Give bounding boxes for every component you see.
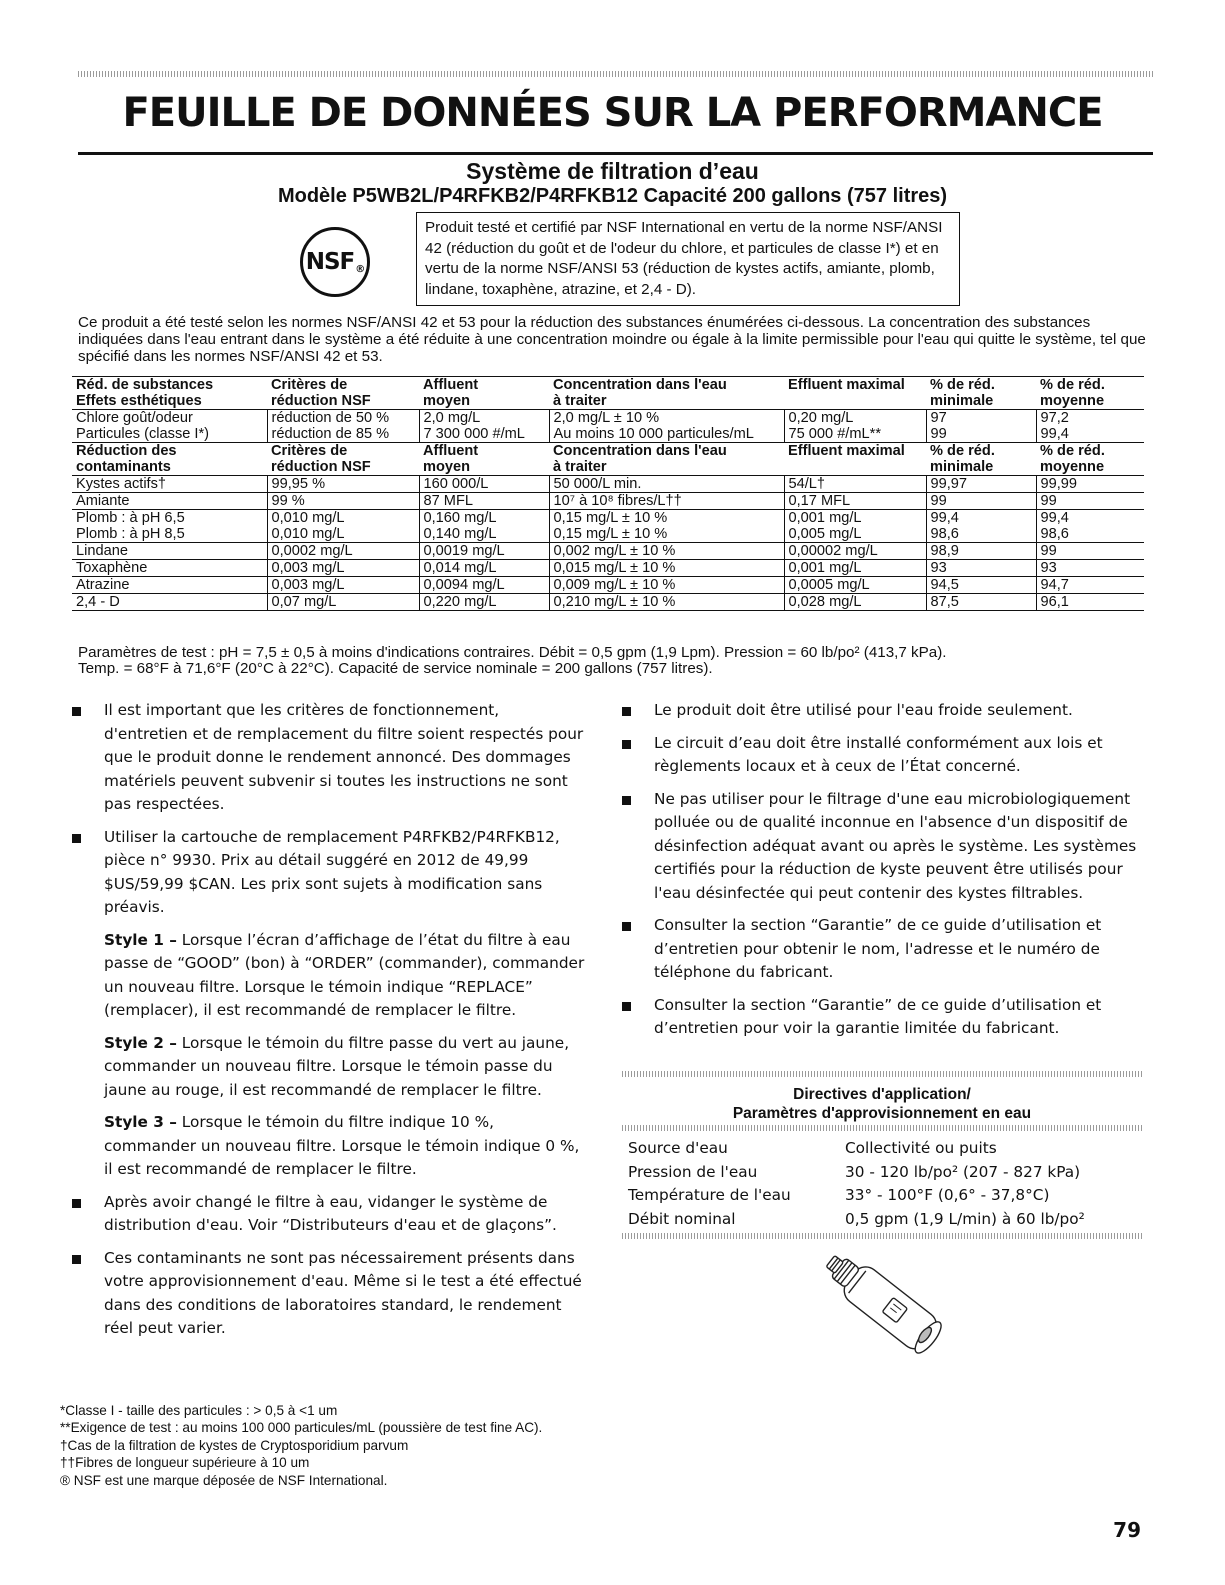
subtitle-model: Modèle P5WB2L/P4RFKB2/P4RFKB12 Capacité 200 gallons (757 litres) (277, 185, 948, 207)
table-cell (72, 560, 267, 577)
table-row (72, 543, 1144, 560)
directives-bottom-rule (622, 1233, 1142, 1239)
table-cell-text: 2,4 - D (76, 594, 120, 610)
table-header-text: Réd. de substances (76, 377, 214, 393)
table-cell-text: 0,220 mg/L (423, 594, 497, 610)
table-header-cell (784, 377, 926, 410)
table-row (72, 476, 1144, 493)
table-cell (267, 560, 419, 577)
table-row (72, 594, 1144, 611)
table-cell-text: 0,0094 mg/L (423, 577, 505, 593)
table-cell-text: 99 (1040, 493, 1057, 509)
table-header-text: moyenne (1040, 459, 1105, 475)
table-cell-text: 2,0 mg/L (423, 410, 481, 426)
table-header-text: Effluent maximal (788, 443, 905, 459)
bullet-square-icon (72, 707, 81, 716)
table-cell-text: 99,99 (1040, 476, 1078, 492)
nsf-logo-text: NSF (305, 249, 355, 275)
directives-row (622, 1161, 1142, 1185)
table-header-text: à traiter (553, 393, 607, 409)
table-cell (1036, 594, 1144, 611)
table-header-text: moyenne (1040, 393, 1105, 409)
table-cell-text: 0,001 mg/L (788, 560, 862, 576)
certification-box: Produit testé et certifié par NSF International en vertu de la norme NSF/ANSI 42 (réduction du goût et de l'odeur du chlore, et particules de classe I*) et en vertu de la norme NSF/ANSI 53 (réduction de kystes actifs, amiante, plomb, lindane, toxaphène, atrazine, et 2,4 - D). (416, 212, 960, 306)
footnotes (60, 1402, 760, 1489)
table-header-text: réduction NSF (271, 393, 371, 409)
bullet-text: Il est important que les critères de fonctionnement, d'entretien et de remplacement du filtre soient respectés pour que le produit donne le rendement annoncé. Des dommages matériels peuvent subvenir si toutes les instructions ne sont pas respectées. (104, 701, 584, 813)
table-cell (72, 510, 267, 543)
table-cell-text: Lindane (76, 543, 128, 559)
table-cell-text: Kystes actifs† (76, 476, 167, 492)
table-cell-text: 0,005 mg/L (788, 526, 862, 542)
style-1-label: Style 1 – (104, 930, 177, 949)
style-3-text: Lorsque le témoin du filtre indique 10 %, commander un nouveau filtre. Lorsque le témoin indique 0 %, il est recommandé de remplacer le filtre. (104, 1113, 580, 1178)
table-cell (784, 560, 926, 577)
table-cell (784, 410, 926, 443)
table-cell (72, 543, 267, 560)
directives-table (622, 1137, 1142, 1231)
style-2-text: Lorsque le témoin du filtre passe du vert au jaune, commander un nouveau filtre. Lorsque le témoin passe du jaune au rouge, il est recommandé de remplacer le filtre. (104, 1033, 570, 1099)
table-cell (1036, 410, 1144, 443)
table-cell (784, 543, 926, 560)
bullet-text: Consulter la section “Garantie” de ce guide d’utilisation et d’entretien pour voir la garantie limitée du fabricant. (654, 995, 1102, 1037)
table-cell-text: 0,15 mg/L ± 10 % (553, 526, 668, 542)
directives-label: Pression de l'eau (628, 1162, 758, 1181)
table-cell (267, 594, 419, 611)
footnote: ® NSF est une marque déposée de NSF International. (60, 1472, 388, 1488)
table-cell-text: Amiante (76, 493, 130, 509)
nsf-logo (300, 227, 370, 297)
directives-subtitle: Paramètres d'approvisionnement en eau (732, 1105, 1032, 1122)
table-header-cell (549, 377, 784, 410)
table-header-text: Critères de (271, 377, 348, 393)
nsf-logo-registered-mark: ® (355, 263, 365, 275)
table-header-cell (267, 443, 419, 476)
table-row (72, 510, 1144, 543)
table-cell-text: 99,95 % (271, 476, 326, 492)
table-cell (784, 493, 926, 510)
footnote: *Classe I - taille des particules : > 0,5 à <1 um (60, 1403, 338, 1418)
table-header-text: moyen (423, 393, 471, 409)
table-cell-text: 99,4 (1040, 426, 1069, 442)
bullet-square-icon (622, 922, 631, 931)
bullet-item (622, 732, 1142, 779)
table-cell-text: 99 % (271, 493, 305, 509)
table-cell-text: 54/L† (788, 476, 826, 492)
table-header-text: % de réd. (930, 377, 995, 393)
bullet-square-icon (72, 1255, 81, 1264)
table-cell-text: 99 (930, 493, 947, 509)
table-cell (72, 493, 267, 510)
table-cell-text: 0,028 mg/L (788, 594, 862, 610)
bullet-item (622, 994, 1142, 1041)
table-cell (549, 577, 784, 594)
style-2-paragraph (104, 1032, 587, 1103)
table-cell (419, 410, 549, 443)
subtitle-system: Système de filtration d’eau (466, 158, 759, 184)
table-header-cell (926, 377, 1036, 410)
bullet-item (72, 1247, 587, 1341)
table-header-text: Effets esthétiques (76, 393, 202, 409)
table-cell (549, 560, 784, 577)
table-cell-text: 7 300 000 #/mL (423, 426, 525, 442)
bullet-text: Après avoir changé le filtre à eau, vidanger le système de distribution d'eau. Voir “Distributeurs d'eau et de glaçons”. (104, 1192, 557, 1234)
page-title: FEUILLE DE DONNÉES SUR LA PERFORMANCE (122, 90, 1103, 136)
table-cell-text: 0,003 mg/L (271, 560, 345, 576)
table-header-cell (419, 443, 549, 476)
table-cell (1036, 493, 1144, 510)
style-2-label: Style 2 – (104, 1033, 177, 1052)
directives-box (622, 1071, 1142, 1239)
table-header-text: Affluent (423, 443, 479, 459)
table-cell-text: 2,0 mg/L ± 10 % (553, 410, 660, 426)
table-cell-text: 93 (1040, 560, 1057, 576)
table-cell (784, 476, 926, 493)
table-header-text: minimale (930, 393, 994, 409)
style-3-label: Style 3 – (104, 1113, 177, 1131)
bullet-text: Consulter la section “Garantie” de ce guide d’utilisation et d’entretien pour obtenir le nom, l'adresse et le numéro de téléphone du fabricant. (654, 916, 1102, 981)
table-cell (926, 543, 1036, 560)
table-cell-text: 87 MFL (423, 493, 473, 509)
table-cell (926, 560, 1036, 577)
bullet-item (72, 699, 587, 817)
table-cell-text: 99 (930, 426, 947, 442)
table-cell-text: 94,7 (1040, 577, 1069, 593)
table-cell-text: 0,140 mg/L (423, 526, 497, 542)
table-header-cell (1036, 443, 1144, 476)
directives-title: Directives d'application/ (793, 1086, 971, 1103)
table-row (72, 410, 1144, 443)
bullet-item (622, 788, 1142, 906)
directives-value: 0,5 gpm (1,9 L/min) à 60 lb/po² (845, 1209, 1085, 1228)
table-cell-text: 0,009 mg/L ± 10 % (553, 577, 676, 593)
table-header-text: Affluent (423, 377, 479, 393)
bullet-text: Ne pas utiliser pour le filtrage d'une eau microbiologiquement polluée ou de qualité inconnue en l'absence d'un dispositif de désinfection adéquat avant ou après le système. Les systèmes certifiés pour la réduction de kyste peuvent être utilisés pour l'eau désinfectée qui peut contenir des kystes filtrables. (654, 789, 1137, 902)
table-header-text: à traiter (553, 459, 607, 475)
table-cell-text: 0,014 mg/L (423, 560, 497, 576)
directives-header-rule (622, 1125, 1142, 1131)
table-cell (72, 476, 267, 493)
bullet-item (622, 914, 1142, 985)
table-cell-text: 0,210 mg/L ± 10 % (553, 594, 676, 610)
table-cell-text: 96,1 (1040, 594, 1069, 610)
table-cell (549, 594, 784, 611)
table-cell (419, 560, 549, 577)
table-cell (926, 476, 1036, 493)
bullet-square-icon (622, 707, 631, 716)
table-header-cell (419, 377, 549, 410)
bullet-square-icon (622, 740, 631, 749)
table-cell-text: 0,00002 mg/L (788, 543, 878, 559)
test-parameters-line: Temp. = 68°F à 71,6°F (20°C à 22°C). Capacité de service nominale = 200 gallons (757 litres). (78, 660, 713, 677)
table-cell-text: Chlore goût/odeur (76, 410, 193, 426)
directives-table-body (622, 1137, 1142, 1231)
table-cell-text: 0,010 mg/L (271, 526, 345, 542)
table-header-text: Réduction des (76, 443, 177, 459)
table-cell-text: 97 (930, 410, 947, 426)
table-cell-text: 0,0019 mg/L (423, 543, 505, 559)
title-rule (78, 152, 1153, 155)
table-cell-text: 87,5 (930, 594, 959, 610)
directives-row (622, 1184, 1142, 1208)
table-cell (72, 410, 267, 443)
left-column (72, 699, 587, 1350)
performance-table (72, 376, 1144, 611)
table-cell (784, 577, 926, 594)
table-header-text: % de réd. (930, 443, 995, 459)
table-cell-text: 0,015 mg/L ± 10 % (553, 560, 676, 576)
test-parameters (78, 645, 1148, 677)
table-cell (419, 510, 549, 543)
table-cell-text: 0,20 mg/L (788, 410, 854, 426)
table-cell-text: 0,002 mg/L ± 10 % (553, 543, 676, 559)
directives-row (622, 1137, 1142, 1161)
table-cell-text: 99,4 (930, 510, 959, 526)
table-cell-text: Plomb : à pH 6,5 (76, 510, 185, 526)
table-cell (72, 594, 267, 611)
style-1-text: Lorsque l’écran d’affichage de l’état du filtre à eau passe de “GOOD” (bon) à “ORDER” (commander), commander un nouveau filtre. Lorsque le témoin indique “REPLACE” (remplacer), il est recommandé de remplacer le filtre. (104, 930, 585, 1019)
table-cell-text: 98,9 (930, 543, 959, 559)
table-cell-text: 0,15 mg/L ± 10 % (553, 510, 668, 526)
table-row (72, 493, 1144, 510)
table-cell-text: 0,010 mg/L (271, 510, 345, 526)
table-cell-text: 0,0002 mg/L (271, 543, 353, 559)
table-row (72, 560, 1144, 577)
table-header-text: Effluent maximal (788, 377, 905, 393)
footnote: †Cas de la filtration de kystes de Cryptosporidium parvum (60, 1437, 409, 1453)
table-cell-text: 10⁷ à 10⁸ fibres/L†† (553, 493, 682, 509)
table-cell (267, 510, 419, 543)
table-cell-text: Plomb : à pH 8,5 (76, 526, 185, 542)
table-header-text: Critères de (271, 443, 348, 459)
directives-top-rule (622, 1071, 1142, 1077)
table-cell (267, 543, 419, 560)
bullet-text: Utiliser la cartouche de remplacement P4RFKB2/P4RFKB12, pièce n° 9930. Prix au détail suggéré en 2012 de 49,99 $US/59,99 $CAN. Les prix sont sujets à modification sans préavis. (104, 827, 560, 916)
table-header-row (72, 443, 1144, 476)
bullet-item (72, 826, 587, 1182)
table-cell (1036, 510, 1144, 543)
intro-paragraph: Ce produit a été testé selon les normes NSF/ANSI 42 et 53 pour la réduction des substances énumérées ci-dessous. La concentration des substances indiquées dans l'eau entrant dans le système a été réduite à une concentration moindre ou égale à la limite permissible pour l'eau qui quitte le système, tel que spécifié dans les normes NSF/ANSI 42 et 53. (78, 314, 1146, 365)
table-cell (926, 410, 1036, 443)
table-cell-text: 93 (930, 560, 947, 576)
table-cell-text: 160 000/L (423, 476, 489, 492)
table-cell (1036, 560, 1144, 577)
style-3-paragraph (104, 1111, 587, 1182)
bullet-text: Le produit doit être utilisé pour l'eau froide seulement. (654, 701, 1073, 719)
table-header-text: contaminants (76, 459, 171, 475)
table-cell (926, 594, 1036, 611)
directives-label: Source d'eau (628, 1139, 728, 1157)
table-header-cell (784, 443, 926, 476)
table-cell-text: 99,97 (930, 476, 968, 492)
table-header-cell (267, 377, 419, 410)
table-header-text: % de réd. (1040, 377, 1105, 393)
table-cell-text: Particules (classe I*) (76, 426, 210, 442)
bullet-square-icon (622, 1002, 631, 1011)
table-cell (549, 510, 784, 543)
table-cell (267, 493, 419, 510)
bullet-item (622, 699, 1142, 723)
directives-label: Débit nominal (628, 1209, 736, 1228)
table-cell-text: 94,5 (930, 577, 959, 593)
table-row (72, 577, 1144, 594)
table-header-text: réduction NSF (271, 459, 371, 475)
table-header-text: % de réd. (1040, 443, 1105, 459)
table-cell-text: réduction de 85 % (271, 426, 390, 442)
table-cell (267, 577, 419, 594)
table-header-text: minimale (930, 459, 994, 475)
bullet-text: Le circuit d’eau doit être installé conformément aux lois et règlements locaux et à ceux de l’État concerné. (654, 733, 1103, 775)
table-header-text: Concentration dans l'eau (553, 377, 727, 393)
table-cell (1036, 476, 1144, 493)
table-cell (267, 476, 419, 493)
table-cell (549, 410, 784, 443)
table-header-cell (926, 443, 1036, 476)
directives-label: Température de l'eau (628, 1186, 791, 1204)
page-number: 79 (1113, 1518, 1141, 1542)
table-cell-text: Atrazine (76, 577, 130, 593)
performance-table-body (72, 377, 1144, 611)
footnote: ††Fibres de longueur supérieure à 10 um (60, 1455, 310, 1471)
table-cell-text: Toxaphène (76, 560, 148, 576)
table-cell-text: 0,0005 mg/L (788, 577, 870, 593)
table-header-row (72, 377, 1144, 410)
table-cell-text: 98,6 (1040, 526, 1069, 542)
table-header-cell (72, 443, 267, 476)
table-header-text: Concentration dans l'eau (553, 443, 727, 459)
bullet-square-icon (72, 834, 81, 843)
table-cell (419, 543, 549, 560)
table-cell-text: 0,001 mg/L (788, 510, 862, 526)
footnote: **Exigence de test : au moins 100 000 particules/mL (poussière de test fine AC). (60, 1420, 543, 1436)
table-cell-text: 97,2 (1040, 410, 1069, 426)
table-cell (784, 594, 926, 611)
table-cell (926, 493, 1036, 510)
table-cell (419, 493, 549, 510)
bullet-square-icon (72, 1199, 81, 1208)
table-header-cell (549, 443, 784, 476)
table-cell-text: 98,6 (930, 526, 959, 542)
table-cell (1036, 543, 1144, 560)
table-cell-text: 99 (1040, 543, 1057, 559)
directives-value: 30 - 120 lb/po² (207 - 827 kPa) (845, 1162, 1081, 1181)
table-cell-text: 0,07 mg/L (271, 594, 337, 610)
table-cell-text: 0,003 mg/L (271, 577, 345, 593)
style-1-paragraph (104, 929, 587, 1023)
table-cell (549, 543, 784, 560)
table-cell (549, 476, 784, 493)
bullet-text: Ces contaminants ne sont pas nécessairement présents dans votre approvisionnement d'eau. Même si le test a été effectué dans des conditions de laboratoires standard, le rendement réel peut varier. (104, 1248, 582, 1337)
directives-row (622, 1208, 1142, 1232)
table-cell (419, 476, 549, 493)
table-header-cell (72, 377, 267, 410)
table-cell (926, 577, 1036, 594)
table-cell-text: réduction de 50 % (271, 410, 390, 426)
bullet-item (72, 1191, 587, 1238)
bullet-square-icon (622, 796, 631, 805)
table-cell (926, 510, 1036, 543)
table-cell-text: Au moins 10 000 particules/mL (553, 426, 754, 442)
table-header-text (788, 393, 922, 409)
table-cell (72, 577, 267, 594)
table-cell-text: 75 000 #/mL** (788, 426, 881, 442)
top-decorative-rule (78, 71, 1153, 77)
table-cell-text: 0,160 mg/L (423, 510, 497, 526)
table-cell-text: 99,4 (1040, 510, 1069, 526)
table-cell-text: 50 000/L min. (553, 476, 642, 492)
water-filter-cartridge-illustration (812, 1247, 962, 1362)
table-header-cell (1036, 377, 1144, 410)
table-cell (784, 510, 926, 543)
right-column (622, 699, 1142, 1050)
table-cell-text: 0,17 MFL (788, 493, 851, 509)
table-cell (549, 493, 784, 510)
table-cell (419, 594, 549, 611)
table-cell (267, 410, 419, 443)
table-cell (419, 577, 549, 594)
directives-value: Collectivité ou puits (845, 1139, 997, 1157)
table-header-text: moyen (423, 459, 471, 475)
directives-value: 33° - 100°F (0,6° - 37,8°C) (845, 1186, 1050, 1204)
table-cell (1036, 577, 1144, 594)
test-parameters-line: Paramètres de test : pH = 7,5 ± 0,5 à moins d'indications contraires. Débit = 0,5 gpm (1,9 Lpm). Pression = 60 lb/po² (413,7 kPa). (78, 644, 947, 661)
table-header-text (788, 459, 922, 475)
